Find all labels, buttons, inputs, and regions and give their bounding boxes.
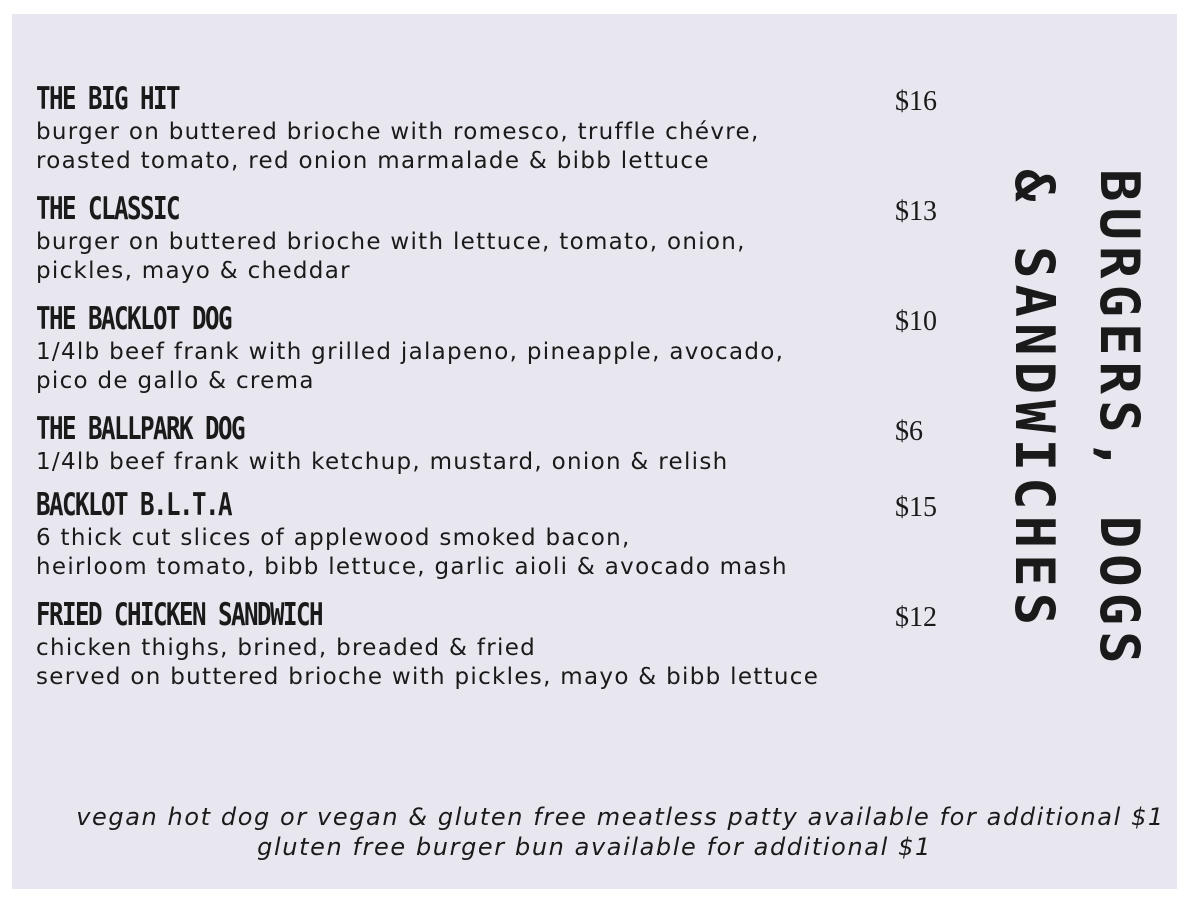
item-price: $15	[895, 492, 937, 523]
item-price: $12	[895, 602, 937, 633]
section-title-line-1: BURGERS, DOGS	[1088, 169, 1151, 670]
menu-item-the-big-hit	[36, 80, 956, 176]
footer-note-line-2: gluten free burger bun available for additional $1	[257, 833, 932, 861]
item-name: THE BACKLOT DOG	[36, 301, 231, 337]
item-description-line: 1/4lb beef frank with ketchup, mustard, onion & relish	[36, 449, 729, 475]
menu-item-the-backlot-dog	[36, 300, 956, 396]
item-name: FRIED CHICKEN SANDWICH	[36, 597, 322, 633]
item-price: $16	[895, 86, 937, 117]
menu-item-backlot-blta	[36, 486, 956, 582]
item-price: $13	[895, 196, 937, 227]
section-title	[1002, 169, 1172, 689]
item-name: THE BALLPARK DOG	[36, 411, 244, 447]
item-description-line: served on buttered brioche with pickles, mayo & bibb lettuce	[36, 664, 820, 690]
item-name: THE BIG HIT	[36, 81, 179, 117]
menu-item-the-classic	[36, 190, 956, 286]
menu-card	[12, 14, 1177, 889]
item-price: $6	[895, 416, 923, 447]
item-name: BACKLOT B.L.T.A	[36, 487, 231, 523]
item-description-line: pickles, mayo & cheddar	[36, 258, 351, 284]
menu-items-list	[36, 80, 956, 692]
item-description-line: chicken thighs, brined, breaded & fried	[36, 635, 537, 661]
footer-note	[12, 802, 1177, 862]
item-description-line: pico de gallo & crema	[36, 368, 315, 394]
section-title-line-2: & SANDWICHES	[1003, 169, 1066, 632]
item-description-line: burger on buttered brioche with romesco, truffle chévre,	[36, 119, 760, 145]
item-description-line: burger on buttered brioche with lettuce, tomato, onion,	[36, 229, 746, 255]
menu-item-fried-chicken-sandwich	[36, 596, 956, 692]
item-name: THE CLASSIC	[36, 191, 179, 227]
item-price: $10	[895, 306, 937, 337]
item-description-line: 1/4lb beef frank with grilled jalapeno, pineapple, avocado,	[36, 339, 785, 365]
item-description-line: roasted tomato, red onion marmalade & bibb lettuce	[36, 148, 710, 174]
menu-item-the-ballpark-dog	[36, 410, 956, 477]
item-description-line: heirloom tomato, bibb lettuce, garlic aioli & avocado mash	[36, 554, 788, 580]
item-description-line: 6 thick cut slices of applewood smoked bacon,	[36, 525, 631, 551]
footer-note-line-1: vegan hot dog or vegan & gluten free meatless patty available for additional $1	[76, 803, 1165, 831]
